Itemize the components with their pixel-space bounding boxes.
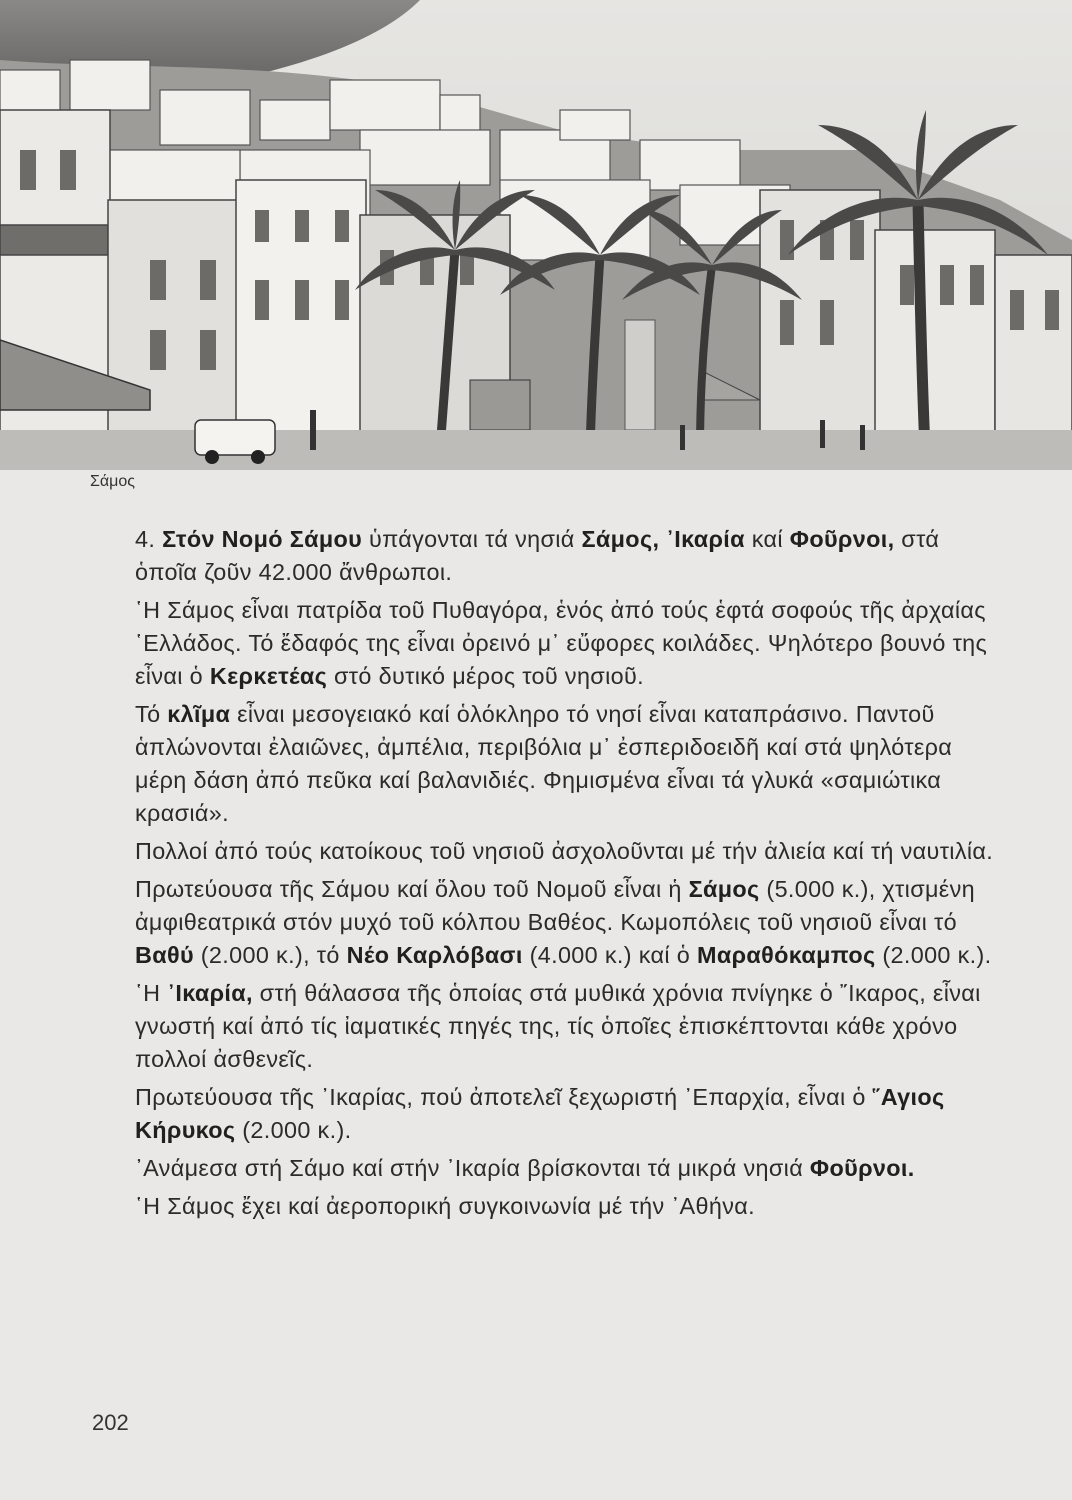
- text-run: Πρωτεύουσα τῆς ᾿Ικαρίας, πού ἀποτελεῖ ξεχωριστή ᾿Επαρχία, εἶναι ὁ: [135, 1084, 873, 1110]
- harbor-photo: [0, 0, 1072, 470]
- body-text: [135, 523, 995, 1228]
- text-run: (2.000 κ.).: [875, 942, 992, 968]
- text-run: ᾿Ανάμεσα στή Σάμο καί στήν ᾿Ικαρία βρίσκονται τά μικρά νησιά: [135, 1155, 810, 1181]
- bold-term: ῞Αγιος Κήρυκος: [135, 1084, 945, 1143]
- photo-caption: Σάμος: [90, 473, 135, 490]
- paragraph: [135, 1190, 995, 1223]
- text-run: 4.: [135, 526, 163, 552]
- bold-term: κλῖμα: [167, 701, 231, 727]
- paragraph: [135, 977, 995, 1076]
- text-run: (2.000 κ.), τό: [193, 942, 347, 968]
- page-number: 202: [92, 1410, 129, 1435]
- bold-term: Νέο Καρλόβασι: [346, 942, 523, 968]
- bold-term: Φοῦρνοι,: [789, 526, 895, 552]
- paragraph: [135, 1081, 995, 1147]
- text-run: στά ὁποῖα ζοῦν 42.000 ἄνθρωποι.: [135, 526, 940, 585]
- paragraph: [135, 594, 995, 693]
- paragraph: [135, 873, 995, 972]
- harbor-photo-drawing: [0, 0, 1072, 470]
- text-run: ῾Η: [135, 980, 168, 1006]
- text-run: (2.000 κ.).: [235, 1117, 352, 1143]
- text-run: Πρωτεύουσα τῆς Σάμου καί ὅλου τοῦ Νομοῦ εἶναι ἡ: [135, 876, 689, 902]
- text-run: (5.000 κ.), χτισμένη ἀμφιθεατρικά στόν μυχό τοῦ κόλπου Βαθέος. Κωμοπόλεις τοῦ νησιοῦ εἶναι τό: [135, 876, 975, 935]
- bold-term: Μαραθόκαμπος: [697, 942, 876, 968]
- text-run: (4.000 κ.) καί ὁ: [522, 942, 697, 968]
- text-run: ῾Η Σάμος εἶναι πατρίδα τοῦ Πυθαγόρα, ἑνός ἀπό τούς ἑφτά σοφούς τῆς ἀρχαίας ῾Ελλάδος. Τό ἔδαφός της εἶναι ὀρεινό μ᾿ εὔφορες κοιλάδες. Ψηλότερο βουνό της εἶναι ὁ: [135, 597, 988, 689]
- paragraph: [135, 523, 995, 589]
- text-run: στή θάλασσα τῆς ὁποίας στά μυθικά χρόνια πνίγηκε ὁ ῎Ικαρος, εἶναι γνωστή καί ἀπό τίς ἰαματικές πηγές της, τίς ὁποῖες ἐπισκέπτονται κάθε χρόνο πολλοί ἀσθενεῖς.: [135, 980, 981, 1072]
- bold-term: Σάμος: [688, 876, 760, 902]
- bold-term: Φοῦρνοι.: [809, 1155, 915, 1181]
- text-run: στό δυτικό μέρος τοῦ νησιοῦ.: [327, 663, 644, 689]
- text-run: Πολλοί ἀπό τούς κατοίκους τοῦ νησιοῦ ἀσχολοῦνται μέ τήν ἁλιεία καί τή ναυτιλία.: [135, 838, 994, 864]
- text-run: εἶναι μεσογειακό καί ὁλόκληρο τό νησί εἶναι καταπράσινο. Παντοῦ ἁπλώνονται ἐλαιῶνες, ἀμπέλια, περιβόλια μ᾿ ἐσπεριδοειδῆ καί στά ψηλότερα μέρη δάση ἀπό πεῦκα καί βαλανιδιές. Φημισμένα εἶναι τά γλυκά «σαμιώτικα κρασιά».: [135, 701, 953, 826]
- text-run: καί: [744, 526, 790, 552]
- paragraph: [135, 1152, 995, 1185]
- bold-term: Σάμος, ᾿Ικαρία: [581, 526, 745, 552]
- paragraph: [135, 698, 995, 830]
- bold-term: Βαθύ: [135, 942, 194, 968]
- paragraph: [135, 835, 995, 868]
- text-run: Τό: [135, 701, 168, 727]
- bold-term: Κερκετέας: [209, 663, 328, 689]
- text-run: ῾Η Σάμος ἔχει καί ἀεροπορική συγκοινωνία μέ τήν ᾿Αθήνα.: [135, 1193, 755, 1219]
- text-run: ὑπάγονται τά νησιά: [362, 526, 582, 552]
- bold-term: ᾿Ικαρία,: [167, 980, 253, 1006]
- bold-term: Στόν Νομό Σάμου: [162, 526, 363, 552]
